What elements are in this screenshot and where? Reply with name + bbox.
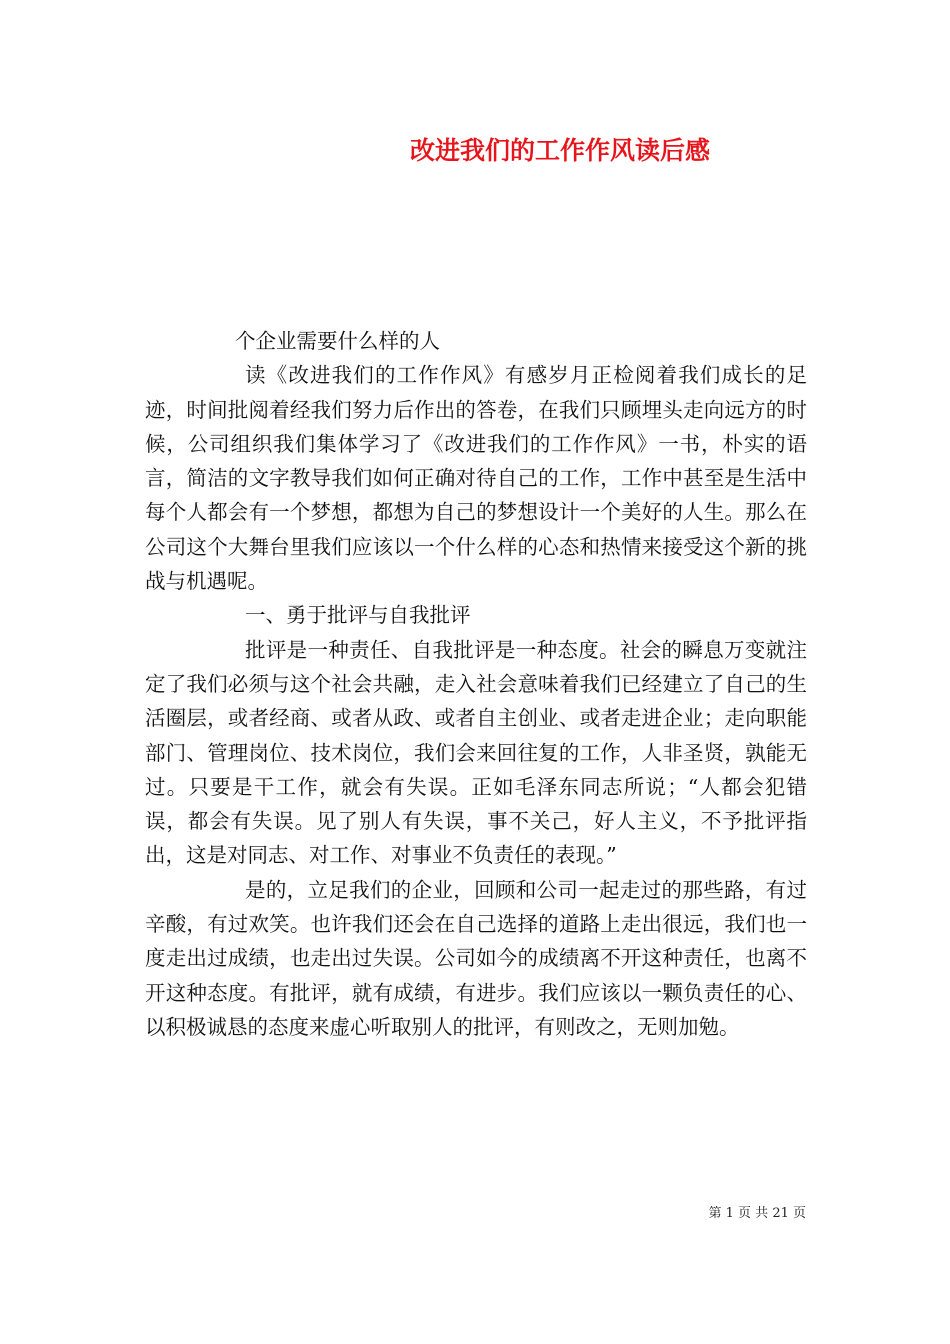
paragraph-heading-intro: 个企业需要什么样的人 [235,329,440,353]
document-body [145,324,807,1044]
document-title: 改进我们的工作作风读后感 [409,136,710,165]
paragraph-reflection: 是的，立足我们的企业，回顾和公司一起走过的那些路，有过辛酸，有过欢笑。也许我们还会在自己选择的道路上走出很远，我们也一度走出过成绩，也走出过失误。公司如今的成绩离不开这种责任，也离不开这种态度。有批评，就有成绩，有进步。我们应该以一颗负责任的心、以积极诚恳的态度来虚心听取别人的批评，有则改之，无则加勉。 [145,877,807,1039]
paragraph-criticism: 批评是一种责任、自我批评是一种态度。社会的瞬息万变就注定了我们必须与这个社会共融，走入社会意味着我们已经建立了自己的生活圈层，或者经商、或者从政、或者自主创业、或者走进企业；走向职能部门、管理岗位、技术岗位，我们会来回往复的工作，人非圣贤，孰能无过。只要是干工作，就会有失误。正如毛泽东同志所说；“人都会犯错误，都会有失误。见了别人有失误，事不关己，好人主义，不予批评指出，这是对同志、对工作、对事业不负责任的表现。” [145,637,807,868]
section-heading-criticism: 一、勇于批评与自我批评 [245,603,471,628]
paragraph-intro: 读《改进我们的工作作风》有感岁月正检阅着我们成长的足迹，时间批阅着经我们努力后作出的答卷，在我们只顾埋头走向远方的时候，公司组织我们集体学习了《改进我们的工作作风》一书，朴实的语言，简洁的文字教导我们如何正确对待自己的工作，工作中甚至是生活中每个人都会有一个梦想，都想为自己的梦想设计一个美好的人生。那么在公司这个大舞台里我们应该以一个什么样的心态和热情来接受这个新的挑战与机遇呢。 [145,363,807,594]
page-number-footer: 第 1 页 共 21 页 [708,1206,806,1221]
